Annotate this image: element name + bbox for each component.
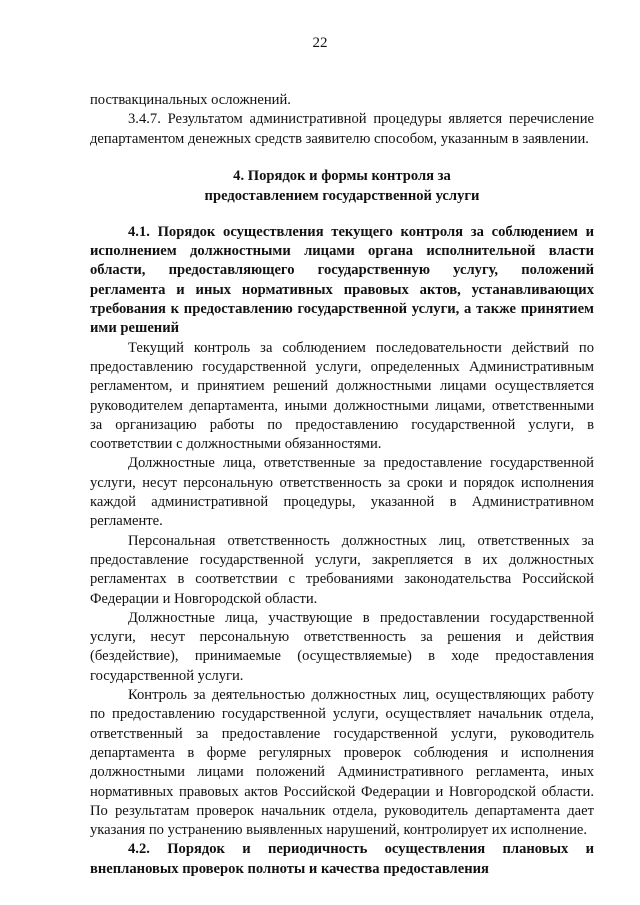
subsection-heading-4-1: 4.1. Порядок осуществления текущего контроля за соблюдением и исполнением должностными лицами органа исполнительной власти области, предоставляющего государственную услугу, положений регламента и иных нормативных правовых актов, устанавливающих требования к предоставлению государственной услуги, а также принятием ими решений <box>90 223 594 337</box>
subsection-heading-4-2: 4.2. Порядок и периодичность осуществления плановых и внеплановых проверок полноты и качества предоставления <box>90 841 594 877</box>
document-body <box>90 91 594 879</box>
page-number: 22 <box>312 35 328 51</box>
section-heading-line: 4. Порядок и формы контроля за <box>233 167 451 184</box>
paragraph: поствакцинальных осложнений. <box>90 92 291 108</box>
paragraph: Должностные лица, участвующие в предоставлении государственной услуги, несут персональную ответственность за решения и действия (бездействие), принимаемые (осуществляемые) в ходе предоставления государственной услуги. <box>90 609 594 684</box>
paragraph: Текущий контроль за соблюдением последовательности действий по предоставлению государственной услуги, определенных Административным регламентом, и принятием решений должностными лицами осуществляется руководителем департамента, иными должностными лицами, ответственными за организацию работы по предоставлению государственной услуги, в соответствии с должностными обязанностями. <box>90 339 594 453</box>
section-heading-line: предоставлением государственной услуги <box>204 187 480 204</box>
section-heading-4 <box>90 166 594 206</box>
paragraph: Персональная ответственность должностных лиц, ответственных за предоставление государственной услуги, закрепляется в их должностных регламентах в соответствии с требованиями законодательства Российской Федерации и Новгородской области. <box>90 532 594 607</box>
paragraph: Контроль за деятельностью должностных лиц, осуществляющих работу по предоставлению государственной услуги, осуществляет начальник отдела, ответственный за предоставление государственной услуги, руководитель департамента в форме регулярных проверок соблюдения и исполнения должностными лицами положений Административного регламента, иных нормативных правовых актов Российской Федерации и Новгородской области. По результатам проверок начальник отдела, руководитель департамента дает указания по устранению выявленных нарушений, контролирует их исполнение. <box>90 687 594 839</box>
paragraph: Должностные лица, ответственные за предоставление государственной услуги, несут персональную ответственность за сроки и порядок исполнения каждой административной процедуры, указанной в Административном регламенте. <box>90 455 594 530</box>
paragraph-3-4-7: 3.4.7. Результатом административной процедуры является перечисление департаментом денежных средств заявителю способом, указанным в заявлении. <box>90 111 594 147</box>
